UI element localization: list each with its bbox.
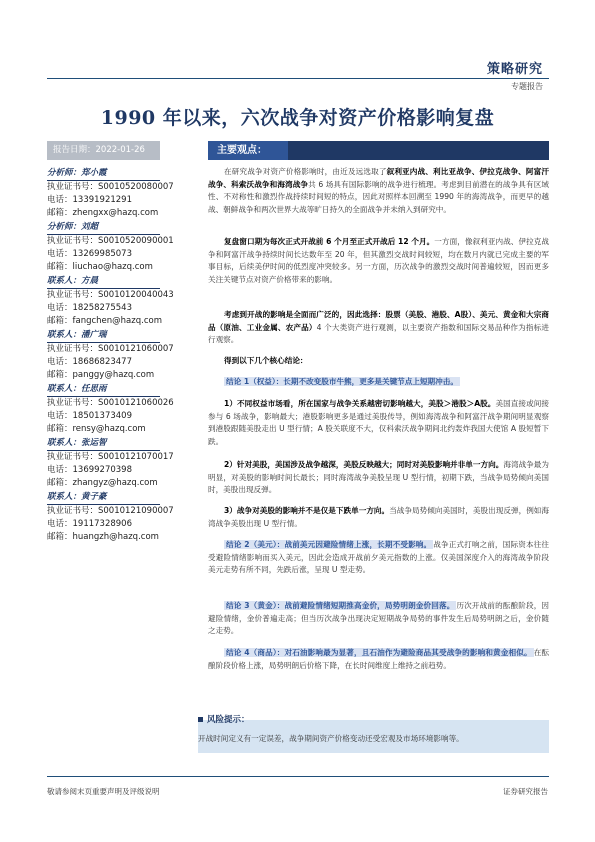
contact-phone: 电话：18686823477 [47, 357, 132, 367]
footer-rule [47, 776, 549, 777]
contact-role: 联系人：方晨 [47, 274, 160, 289]
conclusion-1-point-3: 3）战争对美股的影响并不是仅是下跌单一方向。当战争局势倾向美国时，美股出现反弹，例如海湾战争美股出现 U 型行情。 [208, 506, 550, 528]
contact-email[interactable]: 邮箱：fangchen@hazq.com [47, 316, 162, 326]
analyst-email[interactable]: 邮箱：zhengxx@hazq.com [47, 208, 159, 218]
contact-block-4 [47, 436, 174, 490]
conclusion-1-point-2: 2）针对美股，美国涉及战争越深，美股反映越大；同时对美股影响并非单一方向。海湾战争最为明显，对美股的影响时间长最长；同时海湾战争美股呈现 U 型行情，初期下跌，当战争局势倾向美国时，美股出现反弹。 [208, 460, 549, 495]
contact-cert: 执业证书号：S0010121090007 [47, 506, 174, 516]
report-date: 报告日期：2022-01-26 [47, 141, 160, 160]
contact-cert: 执业证书号：S0010121060007 [47, 344, 174, 354]
contact-block-3 [47, 382, 174, 436]
analyst-role: 分析师：郑小霞 [47, 166, 160, 181]
contact-phone: 电话：13699270398 [47, 465, 132, 475]
contact-phone: 电话：19117328906 [47, 519, 132, 529]
analyst-cert: 执业证书号：S0010520080007 [47, 182, 174, 192]
contact-role: 联系人：任思雨 [47, 382, 160, 397]
paragraph-conclusions-intro: 得到以下几个核心结论： [224, 356, 308, 365]
conclusion-2: 结论 2（美元）：战前美元因避险情绪上涨，长期不受影响。 战争正式打响之前，国际资本往往受避险情绪影响而买入美元，因此会造成开战前夕美元指数的上涨。仅美国深度介入的海湾战争阶段美元走势有所不同，先跌后涨，呈现 U 型走势。 [208, 540, 549, 575]
analyst-phone: 电话：13269985073 [47, 249, 132, 259]
conclusion-4: 结论 4（商品）：对石油影响最为显著，且石油作为避险商品其受战争的影响和黄金相似。 在酝酿阶段价格上涨，局势明朗后价格下降，在长时间维度上维持之前趋势。 [208, 648, 550, 670]
contact-email[interactable]: 邮箱：huangzh@hazq.com [47, 532, 159, 542]
header-rule [47, 78, 549, 79]
analyst-email[interactable]: 邮箱：liuchao@hazq.com [47, 262, 153, 272]
analyst-cert: 执业证书号：S0010520090001 [47, 236, 174, 246]
contact-block-5 [47, 490, 174, 544]
contact-phone: 电话：18501373409 [47, 411, 132, 421]
page-title: 1990 年以来，六次战争对资产价格影响复盘 [100, 107, 495, 129]
contact-role: 联系人：潘广瑞 [47, 328, 160, 343]
contact-phone: 电话：18258275543 [47, 303, 132, 313]
paragraph-window: 复盘窗口期为每次正式开战前 6 个月至正式开战后 12 个月。一方面，像叙利亚内战、伊拉克战争和阿富汗战争持续时间长达数年至 20 年，但其激烈交战时间较短，均在数月内就已完成主要的军事目标，后续美伊时间的低烈度冲突较多。另一方面，历次战争的激烈交战时间普遍较短，因而更多关注关键节点对资产价格带来的影响。 [208, 237, 549, 284]
contact-block-2 [47, 328, 174, 382]
contact-email[interactable]: 邮箱：zhangyz@hazq.com [47, 478, 158, 488]
contact-block-1 [47, 274, 174, 328]
risk-heading: 风险提示： [198, 713, 250, 725]
report-type-label: 专题报告 [511, 82, 543, 91]
paragraph-scope: 在研究战争对资产价格影响时，由近及远选取了叙利亚内战、利比亚战争、伊拉克战争、阿富汗战争、科索沃战争和海湾战争共 6 场具有国际影响的战争进行梳理。考虑到目前潜在的战争具有区域性、不对称性和激烈作战持续时间短的特点，因此对照样本回溯至 1990 年的海湾战争，而更早的越战、朝鲜战争和两次世界大战等旷日持久的全面战争并未纳入到研究中。 [208, 167, 550, 214]
conclusion-1-point-1: 1）不同权益市场看，所在国家与战争关系越密切影响越大，美股＞港股＞A股。美国直接或间接参与 6 场战争，影响最大；港股影响更多是通过美股传导，例如海湾战争和阿富汗战争期间明显观察到港股跟随美股走出 U 型行情；A 股关联度不大，仅科索沃战争期间北约轰炸我国大使馆 A 股短暂下跌。 [208, 399, 549, 446]
analyst-phone: 电话：13391921291 [47, 195, 132, 205]
paragraph-assets: 考虑到开战的影响是全面而广泛的，因此选择：股票（美股、港股、A股）、美元、黄金和大宗商品（原油、工业金属、农产品）4 个大类资产进行观测，以主要资产指数和国际交易品种作为指标进行观察。 [208, 310, 550, 345]
contact-email[interactable]: 邮箱：rensy@hazq.com [47, 424, 146, 434]
risk-text: 开战时间定义有一定误差，战争期间资产价格变动还受宏观及市场环境影响等。 [198, 734, 464, 743]
contact-role: 联系人：黄子豪 [47, 490, 160, 505]
brand-label: 策略研究 [486, 62, 543, 77]
main-section-title: 主要观点： [208, 141, 288, 160]
contact-role: 联系人：张运智 [47, 436, 160, 451]
contact-cert: 执业证书号：S0010121060026 [47, 398, 174, 408]
contact-cert: 执业证书号：S0010120040043 [47, 290, 174, 300]
footer-disclaimer[interactable]: 敬请参阅末页重要声明及评级说明 [47, 787, 160, 796]
contact-cert: 执业证书号：S0010121070017 [47, 452, 174, 462]
analyst-block-1 [47, 166, 174, 220]
footer-label: 证券研究报告 [503, 787, 548, 796]
contact-email[interactable]: 邮箱：panggy@hazq.com [47, 370, 155, 380]
conclusion-1-heading: 结论 1（权益）：长期不改变股市牛熊，更多是关键节点上短期冲击。 [226, 377, 458, 386]
analyst-block-2 [47, 220, 174, 274]
analyst-role: 分析师：刘超 [47, 220, 160, 235]
square-bullet-icon [198, 717, 203, 722]
conclusion-3: 结论 3（黄金）：战前避险情绪短期推高金价，局势明朗金价回落。 历次开战前的酝酿阶段，因避险情绪，金价普遍走高；但当历次战争出现决定短期战争局势的事件发生后局势明朗之后，金价随之走势。 [208, 601, 550, 636]
